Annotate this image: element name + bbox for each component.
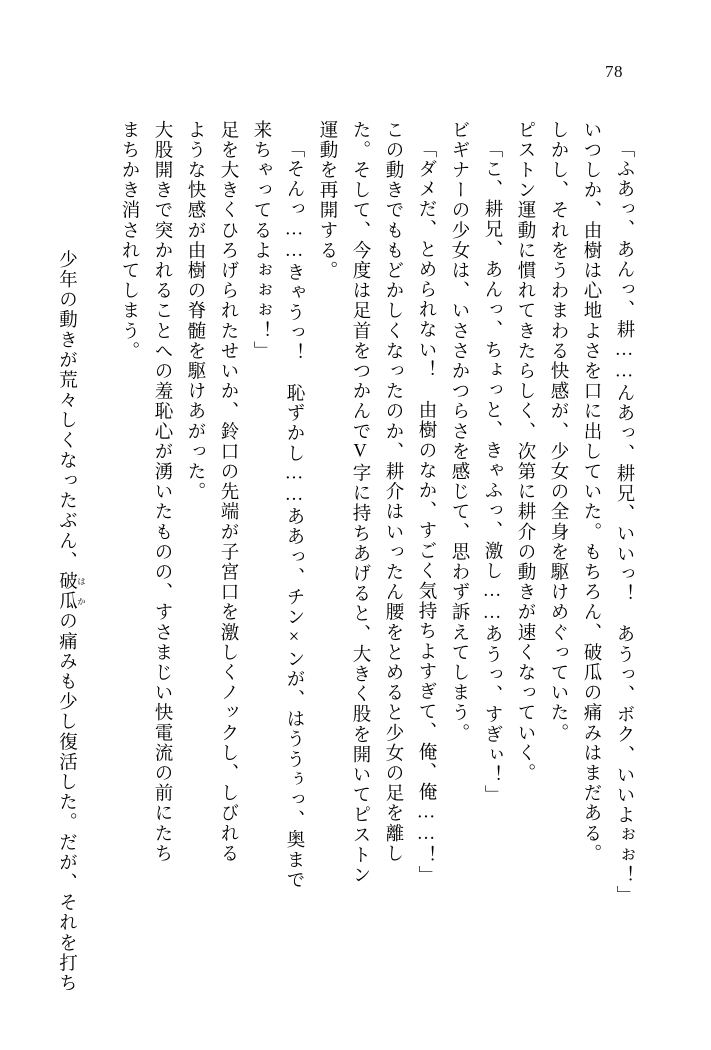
text-line-14: ような快感が由樹の脊髄を駆けあがった。 <box>185 120 205 502</box>
ruby-base: 破瓜 <box>56 571 77 612</box>
text-line-1: 「ふあっ、あんっ、耕……んあっ、耕兄、いいっ！ あうっ、ボク、いいよぉぉ！」 <box>614 139 634 906</box>
vertical-text-body <box>56 120 634 994</box>
text-line-11: 「そんっ……きゃうっ！ 恥ずかし……ああっ、チン×ンが、はううぅっ、奥まで <box>284 139 304 891</box>
page-number: 78 <box>605 62 623 81</box>
text-line-5: 「こ、耕兄、あんっ、ちょっと、きゃふっ、激し……あうっ、すぎぃ！」 <box>482 139 502 806</box>
ruby-haka <box>56 571 87 612</box>
text-line-17 <box>56 120 105 994</box>
ruby-text: はか <box>76 571 87 612</box>
line-17-part-3: の痛みも少し復活した。だが、それを打ち <box>56 611 77 994</box>
text-line-15: 大股開きで突かれることへの羞恥心が湧いたものの、すさまじい快電流の前にたち <box>152 120 172 864</box>
text-line-4: ピストン運動に慣れてきたらしく、次第に耕介の動きが速くなっていく。 <box>515 120 535 784</box>
text-line-9: た。そして、今度は足首をつかんでV字に持ちあげると、大きく股を開いてピストン <box>350 120 370 886</box>
text-line-6: ビギナーの少女は、いささかつらさを感じて、思わず訴えてしまう。 <box>449 120 469 744</box>
text-line-10: 運動を再開する。 <box>317 120 337 281</box>
text-line-12: 来ちゃってるよぉぉぉ！」 <box>251 120 271 362</box>
line-17-part-1: 少年の動きが荒々しくなったぶん、 <box>56 249 77 572</box>
text-line-16: まちかき消されてしまう。 <box>119 120 139 362</box>
text-line-3: しかし、それをうわまわる快感が、少女の全身を駆けめぐっていた。 <box>548 120 568 744</box>
text-line-13: 足を大きくひろげられたせいか、鈴口の先端が子宮口を激しくノックし、しびれる <box>218 120 238 864</box>
text-line-2: いつしか、由樹は心地よさを口に出していた。もちろん、破瓜の痛みはまだある。 <box>581 120 601 864</box>
text-line-7: 「ダメだ、とめられない！ 由樹のなか、すごく気持ちよすぎて、俺、俺……！」 <box>416 139 436 886</box>
text-line-8: この動きでももどかしくなったのか、耕介はいったん腰をとめると少女の足を離し <box>383 120 403 864</box>
